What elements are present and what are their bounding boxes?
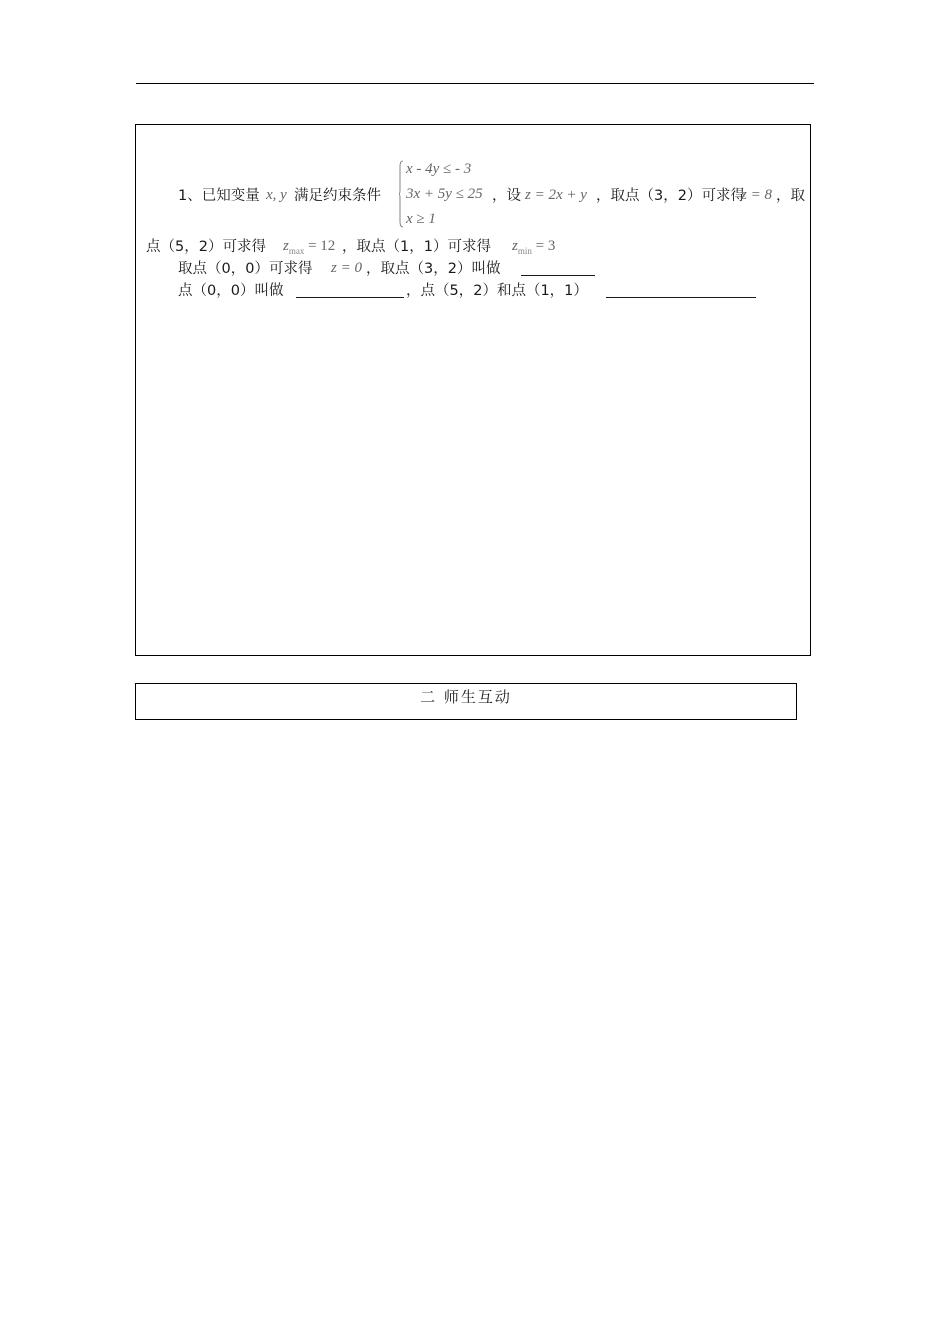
problem-intro: 1、已知变量 bbox=[178, 188, 260, 204]
answer-blank-3 bbox=[606, 283, 756, 298]
header-rule bbox=[136, 83, 814, 84]
z-max-letter: z bbox=[283, 238, 289, 254]
section2-title: 二 师生互动 bbox=[420, 688, 512, 706]
constraint-2: 3x + 5y ≤ 25 bbox=[406, 186, 483, 202]
z-max-value: = 12 bbox=[304, 238, 336, 254]
set-text: ，设 bbox=[492, 188, 521, 204]
objective-function: z = 2x + y bbox=[525, 187, 587, 203]
problem-vars: x, y bbox=[266, 187, 287, 203]
line2-start: 点（5，2）可求得 bbox=[146, 239, 266, 255]
z-min-expr bbox=[512, 237, 555, 256]
line3-start: 取点（0，0）可求得 bbox=[178, 261, 313, 277]
line3-middle: ，取点（3，2）叫做 bbox=[366, 261, 501, 277]
take-point-32: ，取点（3，2）可求得 bbox=[596, 188, 745, 204]
z-min-value: = 3 bbox=[531, 238, 556, 254]
z-eq-8: z = 8 bbox=[741, 187, 772, 203]
z-min-letter: z bbox=[512, 238, 518, 254]
z-min-sub: min bbox=[517, 246, 532, 256]
constraint-1: x - 4y ≤ - 3 bbox=[406, 161, 472, 177]
answer-blank-2 bbox=[296, 283, 404, 298]
z-eq-0: z = 0 bbox=[331, 260, 362, 276]
constraint-brace bbox=[399, 160, 404, 228]
line4-middle: ，点（5，2）和点（1，1） bbox=[406, 283, 588, 299]
line2-middle: ，取点（1，1）可求得 bbox=[342, 239, 491, 255]
z-max-sub: max bbox=[288, 246, 305, 256]
line4-start: 点（0，0）叫做 bbox=[178, 283, 284, 299]
constraint-3: x ≥ 1 bbox=[406, 211, 436, 227]
problem-cond-text: 满足约束条件 bbox=[294, 188, 381, 204]
answer-blank-1 bbox=[521, 261, 595, 276]
take-end: ，取 bbox=[776, 188, 805, 204]
z-max-expr bbox=[283, 237, 335, 256]
